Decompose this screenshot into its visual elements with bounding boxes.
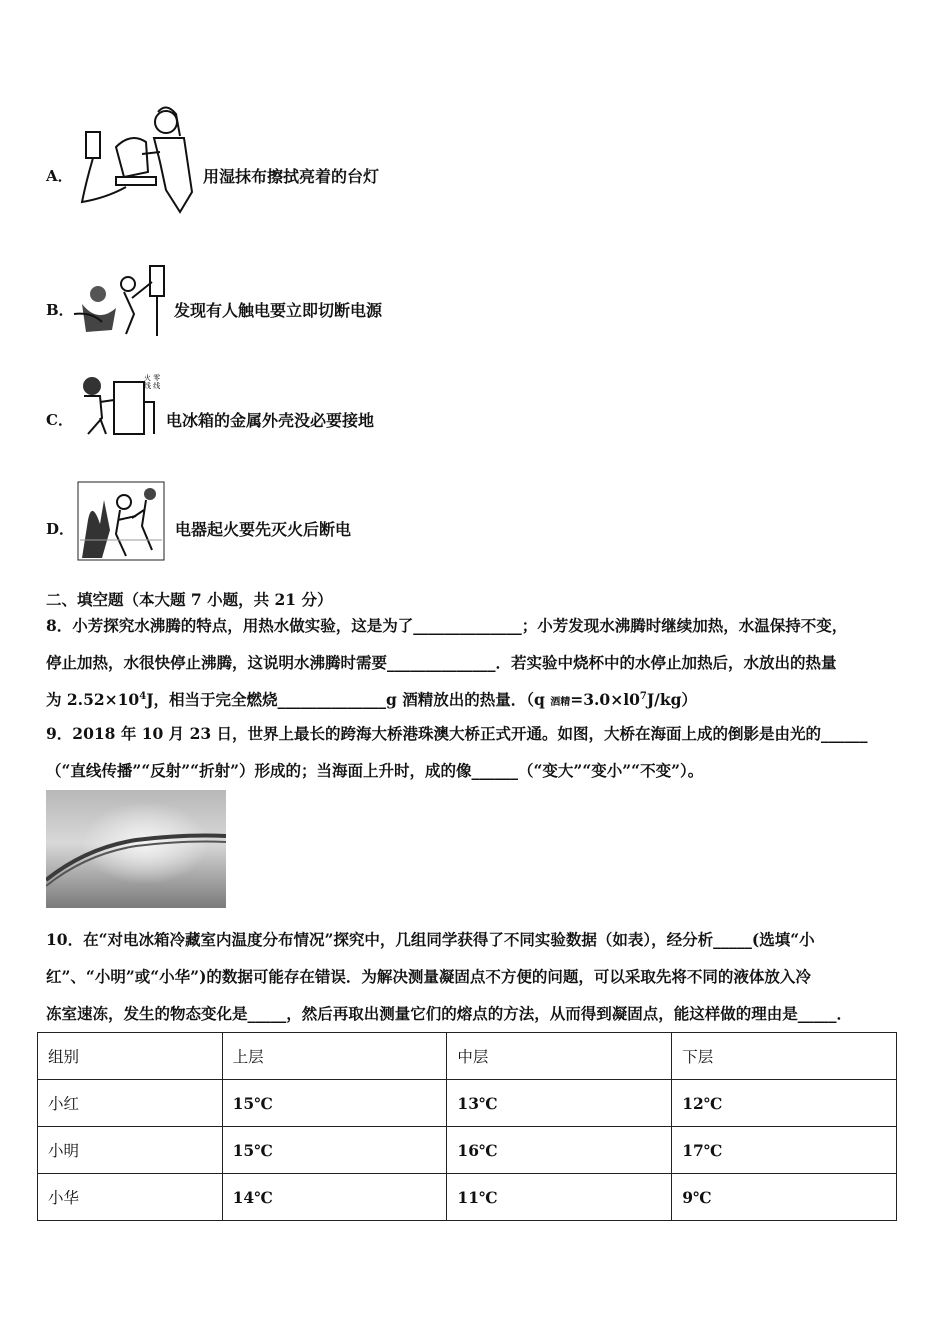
q8-line3-sub: 酒精 [550, 697, 571, 708]
girl-wiping-lamp-illustration [76, 102, 196, 214]
fire-illustration [76, 480, 168, 562]
table-cell: 16℃ [447, 1127, 672, 1174]
option-c-letter: C． [46, 411, 73, 429]
q9-line2: （“直线传播”“反射”“折射”）形成的；当海面上升时，成的像______（“变大”“变小”“不变”）。 [46, 761, 704, 780]
fridge-ground-illustration [74, 372, 162, 440]
table-cell: 小华 [38, 1174, 223, 1221]
q8-line1: 8．小芳探究水沸腾的特点，用热水做实验，这是为了______________；小芳发现水沸腾时继续加热，水温保持不变， [46, 616, 848, 635]
q10-line3: 冻室速冻，发生的物态变化是_____，然后再取出测量它们的熔点的方法，从而得到凝固点，能这样做的理由是_____． [46, 1004, 853, 1023]
q8-line3-sup2: 7 [639, 690, 647, 702]
table-row [38, 1174, 897, 1221]
bridge-photo [46, 790, 226, 908]
table-header-cell: 中层 [447, 1033, 672, 1080]
q8-line3-c: =3.0×l0 [570, 690, 640, 709]
temperature-table [37, 1032, 897, 1221]
table-header-row [38, 1033, 897, 1080]
q10-line2: 红”、“小明”或“小华”)的数据可能存在错误．为解决测量凝固点不方便的问题，可以采取先将不同的液体放入冷 [46, 967, 811, 986]
table-header-cell: 组别 [38, 1033, 223, 1080]
option-c-text: 电冰箱的金属外壳没必要接地 [166, 411, 375, 430]
table-header-cell: 上层 [222, 1033, 447, 1080]
q8-line3-a: 为 2.52×10 [46, 690, 140, 709]
q8-line3 [46, 688, 697, 710]
option-a-text: 用湿抹布擦拭亮着的台灯 [203, 167, 380, 186]
q8-line3-sup: 4 [139, 690, 147, 702]
table-cell: 12℃ [672, 1080, 897, 1127]
table-cell: 15℃ [222, 1080, 447, 1127]
table-row [38, 1080, 897, 1127]
table-cell: 14℃ [222, 1174, 447, 1221]
table-row [38, 1127, 897, 1174]
q10-line1: 10．在“对电冰箱冷藏室内温度分布情况”探究中，几组同学获得了不同实验数据（如表），经分析_____(选填“小 [46, 930, 815, 949]
option-d-letter: D． [46, 520, 75, 538]
table-cell: 17℃ [672, 1127, 897, 1174]
q9-line1: 9．2018 年 10 月 23 日，世界上最长的跨海大桥港珠澳大桥正式开通。如图，大桥在海面上成的倒影是由光的______ [46, 724, 868, 743]
section-title: 二、填空题（本大题 7 小题，共 21 分） [46, 590, 333, 609]
fridge-caption-line1: 火 零 [144, 374, 161, 382]
option-d-text: 电器起火要先灭火后断电 [175, 520, 352, 539]
cut-power-illustration [72, 264, 168, 338]
table-cell: 13℃ [447, 1080, 672, 1127]
option-b-text: 发现有人触电要立即切断电源 [174, 301, 383, 320]
table-cell: 9℃ [672, 1174, 897, 1221]
option-b-letter: B． [46, 301, 74, 319]
table-header-cell: 下层 [672, 1033, 897, 1080]
q8-line3-b: J，相当于完全燃烧______________g 酒精放出的热量．（q [146, 690, 551, 709]
fridge-caption-line2: 线 线 [144, 382, 161, 390]
table-cell: 15℃ [222, 1127, 447, 1174]
q8-line3-d: J/kg） [646, 690, 697, 709]
table-cell: 小明 [38, 1127, 223, 1174]
q8-line2: 停止加热，水很快停止沸腾，这说明水沸腾时需要______________．若实验中烧杯中的水停止加热后，水放出的热量 [46, 653, 837, 672]
table-cell: 小红 [38, 1080, 223, 1127]
table-cell: 11℃ [447, 1174, 672, 1221]
option-a-letter: A． [46, 167, 73, 185]
